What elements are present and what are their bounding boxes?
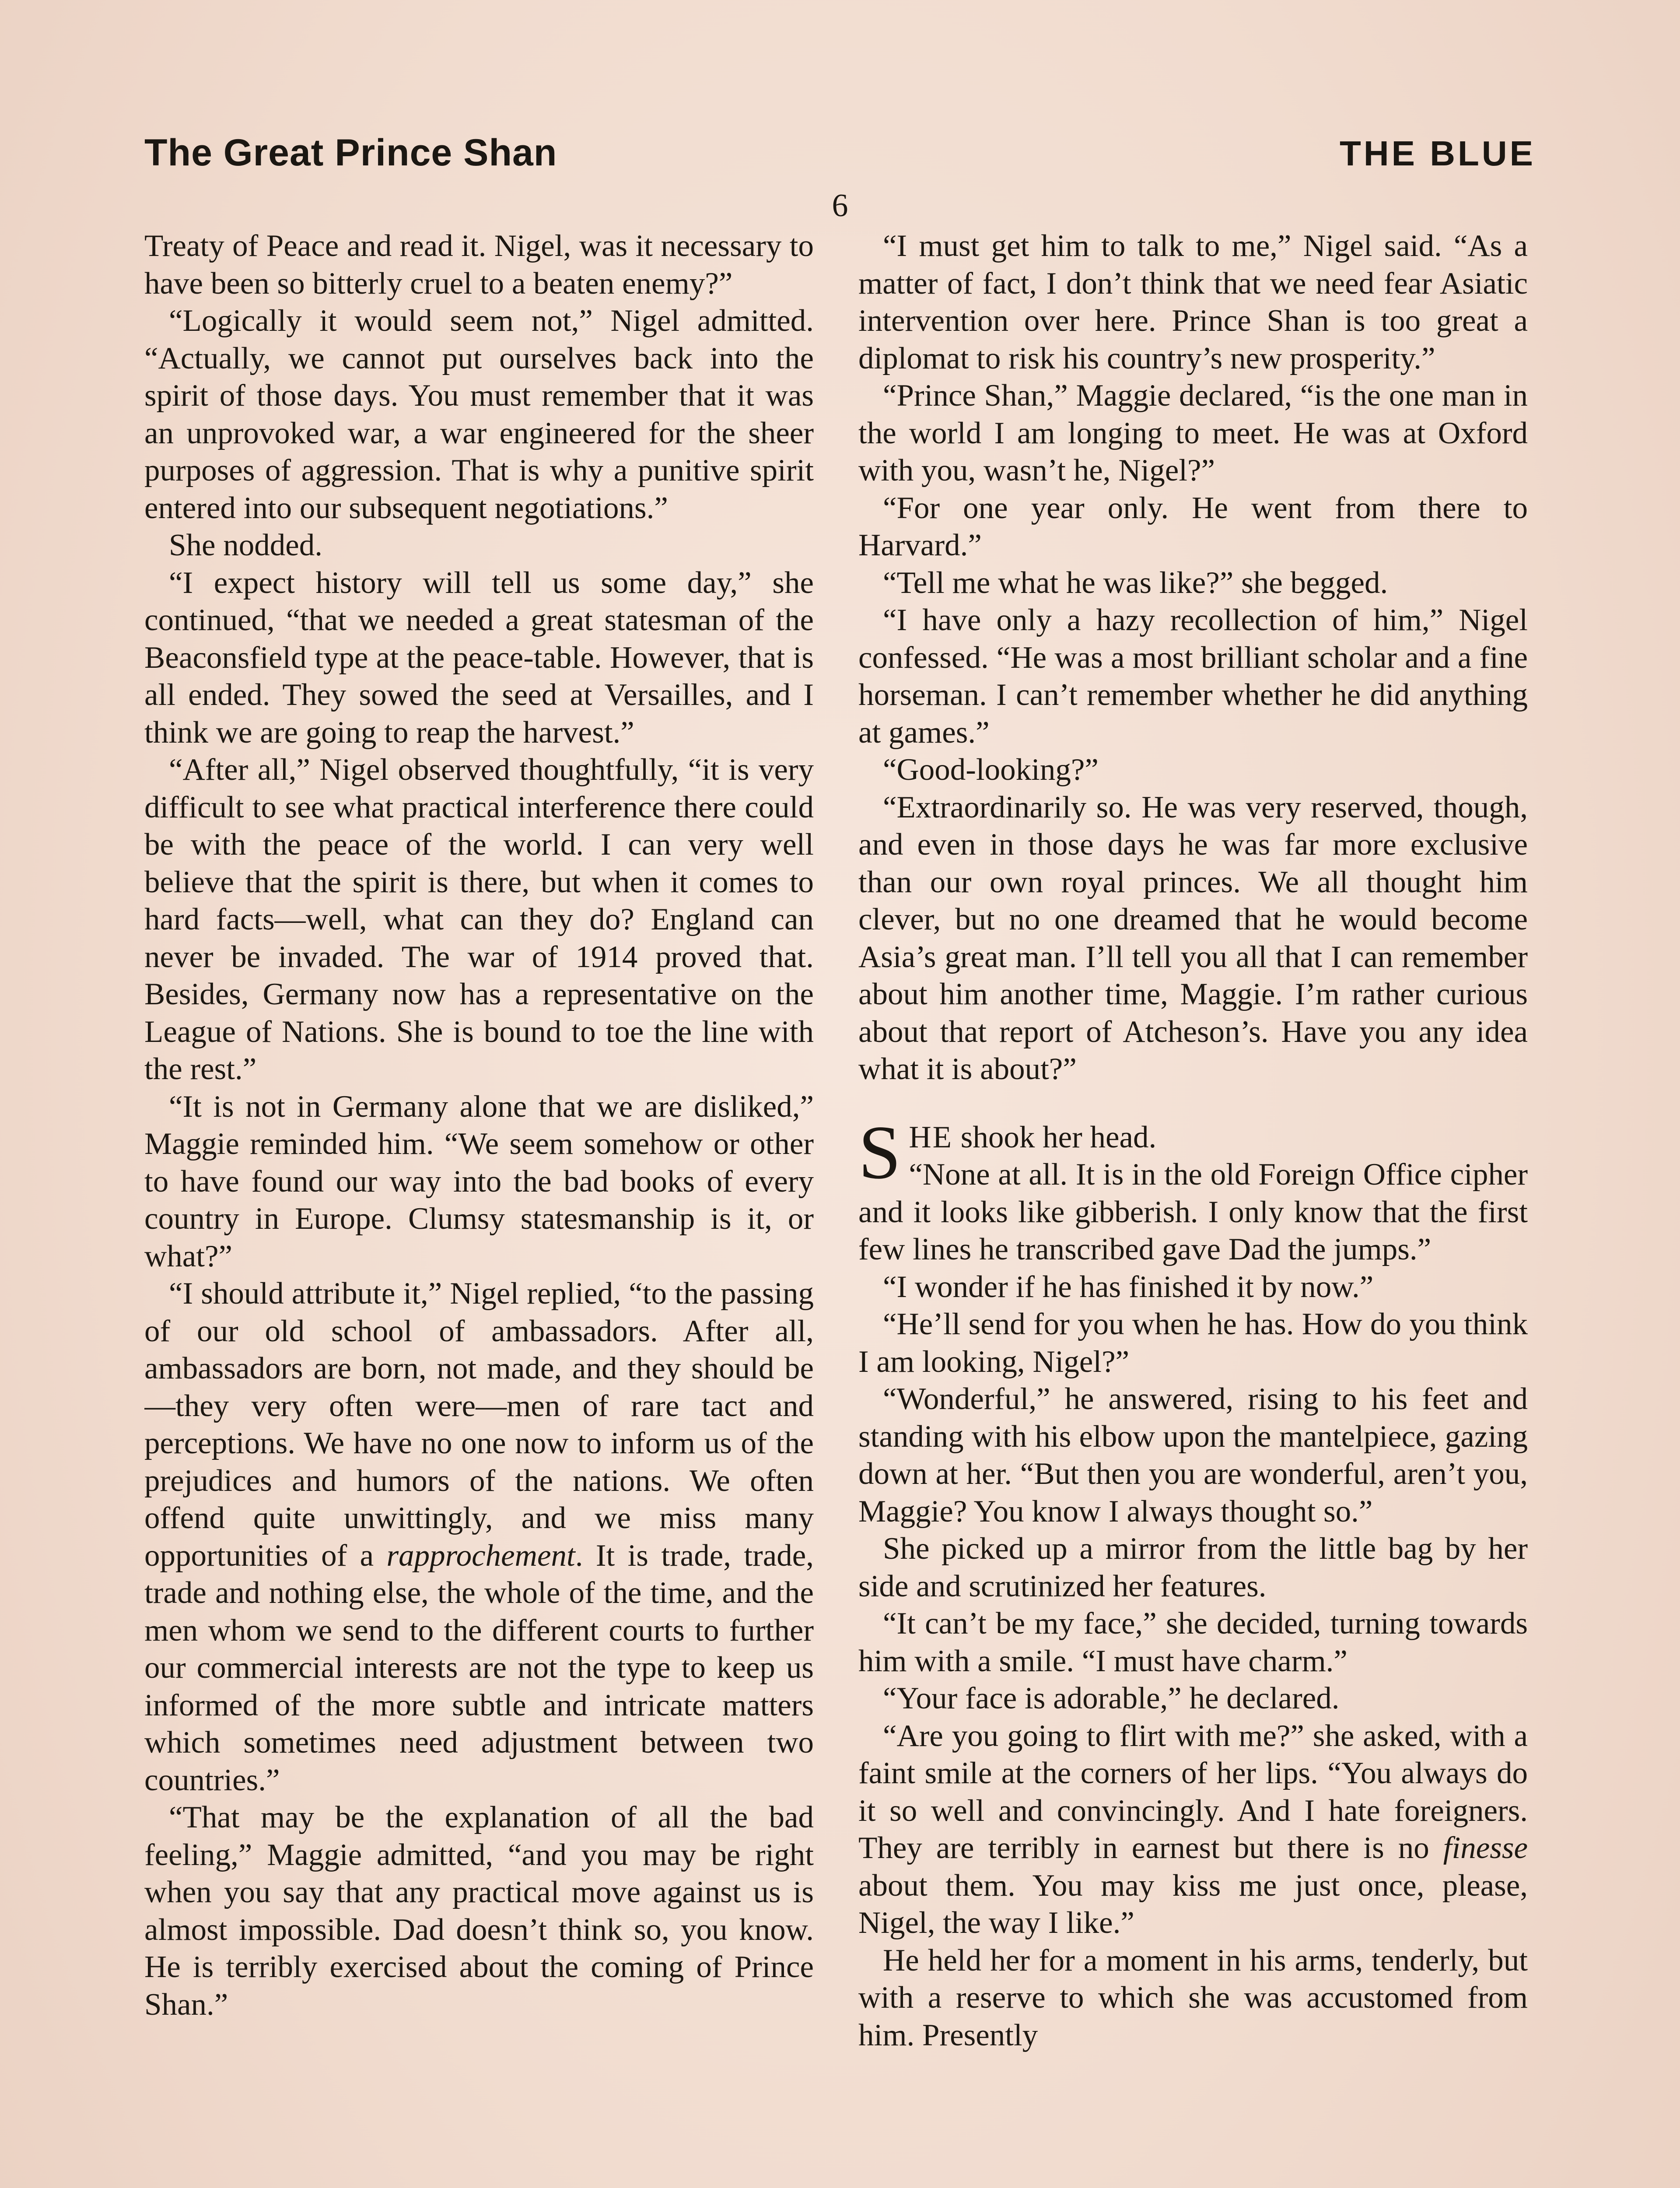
paragraph: “I wonder if he has finished it by now.” [883, 1269, 1374, 1304]
running-title: The Great Prince Shan [144, 132, 557, 174]
magazine-name: THE BLUE [1340, 134, 1536, 173]
paragraph: “It is not in Germany alone that we are disliked,” Maggie reminded him. “We seem somehow or other to have found our way into the bad books of every country in Europe. Clumsy statesmanship is it, or what?” [144, 1089, 814, 1273]
section-start-paragraph [858, 1109, 1528, 1269]
paragraph: “Tell me what he was like?” she begged. [883, 565, 1388, 600]
paragraph: “Your face is adorable,” he declared. [883, 1681, 1340, 1715]
paragraph: Treaty of Peace and read it. Nigel, was it necessary to have been so bitterly cruel to a beaten enemy?” [144, 229, 814, 301]
paragraph: “After all,” Nigel observed thoughtfully, “it is very difficult to see what practical interference there could be with the peace of the world. I can very well believe that the spirit is there, but when it comes to hard facts—well, what can they do? England can never be invaded. The war of 1914 proved that. Besides, Germany now has a representative on the League of Nations. She is bound to toe the line with the rest.” [144, 753, 814, 1086]
paragraph: “It can’t be my face,” she decided, turning towards him with a smile. “I must have charm.” [858, 1606, 1528, 1678]
paragraph-text: “None at all. It is in the old Foreign Office cipher and it looks like gibberish. I only know that the first few lines he transcribed gave Dad the jumps.” [858, 1157, 1528, 1266]
paragraph [858, 1718, 1528, 1942]
paragraph-text: “I should attribute it,” Nigel replied, “to the passing of our old school of ambassadors. After all, ambassadors are born, not made, and they should be—they very often were—men of rare tact and perceptions. We have no one now to inform us of the prejudices and humors of the nations. We often offend quite unwittingly, and we miss many opportunities of a [144, 1276, 814, 1573]
paragraph: “Good-looking?” [883, 753, 1099, 787]
paragraph: “Logically it would seem not,” Nigel admitted. “Actually, we cannot put ourselves back into the spirit of those days. You must remember that it was an unprovoked war, a war engineered for the sheer purposes of aggression. That is why a punitive spirit entered into our subsequent negotiations.” [144, 304, 814, 525]
paragraph: “I have only a hazy recollection of him,” Nigel confessed. “He was a most brilliant scholar and a fine horseman. I can’t remember whether he did anything at games.” [858, 603, 1528, 750]
paragraph: She nodded. [169, 528, 323, 562]
paragraph: “I must get him to talk to me,” Nigel said. “As a matter of fact, I don’t think that we need fear Asiatic intervention over here. Prince Shan is too great a diplomat to risk his country’s new prosperity.” [858, 229, 1528, 375]
right-column [858, 228, 1528, 2188]
drop-cap: S [858, 1109, 901, 1195]
italic-word: rapprochement [386, 1538, 575, 1573]
paragraph: She picked up a mirror from the little bag by her side and scrutinized her features. [858, 1532, 1528, 1603]
paragraph [144, 1275, 814, 1799]
paragraph: He held her for a moment in his arms, tenderly, but with a reserve to which she was accustomed from him. Presently [858, 1943, 1528, 2052]
page-number: 6 [832, 188, 848, 224]
paragraph: “Prince Shan,” Maggie declared, “is the one man in the world I am longing to meet. He was at Oxford with you, wasn’t he, Nigel?” [858, 379, 1528, 487]
paragraph: “He’ll send for you when he has. How do you think I am looking, Nigel?” [858, 1307, 1528, 1379]
left-column [144, 228, 814, 2188]
paragraph-text: “Are you going to flirt with me?” she asked, with a faint smile at the corners of her lips. “You always do it so well and convincingly. And I hate foreigners. They are terribly in earnest but there is no [858, 1718, 1528, 1865]
paragraph: “That may be the explanation of all the bad feeling,” Maggie admitted, “and you may be right when you say that any practical move against us is almost impossible. Dad doesn’t think so, you know. He is terribly exercised about the coming of Prince Shan.” [144, 1800, 814, 2022]
paragraph-text: about them. You may kiss me just once, please, Nigel, the way I like.” [858, 1868, 1528, 1940]
paragraph: “For one year only. He went from there to Harvard.” [858, 491, 1528, 562]
paragraph: “Wonderful,” he answered, rising to his feet and standing with his elbow upon the mantelpiece, gazing down at her. “But then you are wonderful, aren’t you, Maggie? You know I always thought so.” [858, 1382, 1528, 1529]
paragraph-text: shook her head. [952, 1120, 1157, 1154]
paragraph: “I expect history will tell us some day,” she continued, “that we needed a great statesman of the Beaconsfield type at the peace-table. However, that is all ended. They sowed the seed at Versailles, and I think we are going to reap the harvest.” [144, 565, 814, 750]
paragraph: “Extraordinarily so. He was very reserved, though, and even in those days he was far more exclusive than our own royal princes. We all thought him clever, but no one dreamed that he would become Asia’s great man. I’ll tell you all that I can remember about him another time, Maggie. I’m rather curious about that report of Atcheson’s. Have you any idea what it is about?” [858, 790, 1528, 1086]
small-caps: HE [909, 1120, 953, 1154]
italic-word: finesse [1443, 1831, 1528, 1865]
paragraph-text: . It is trade, trade, trade and nothing else, the whole of the time, and the men whom we send to the different courts to further our commercial interests are not the type to keep us informed of the more subtle and intricate matters which sometimes need adjustment between two countries.” [144, 1538, 814, 1797]
